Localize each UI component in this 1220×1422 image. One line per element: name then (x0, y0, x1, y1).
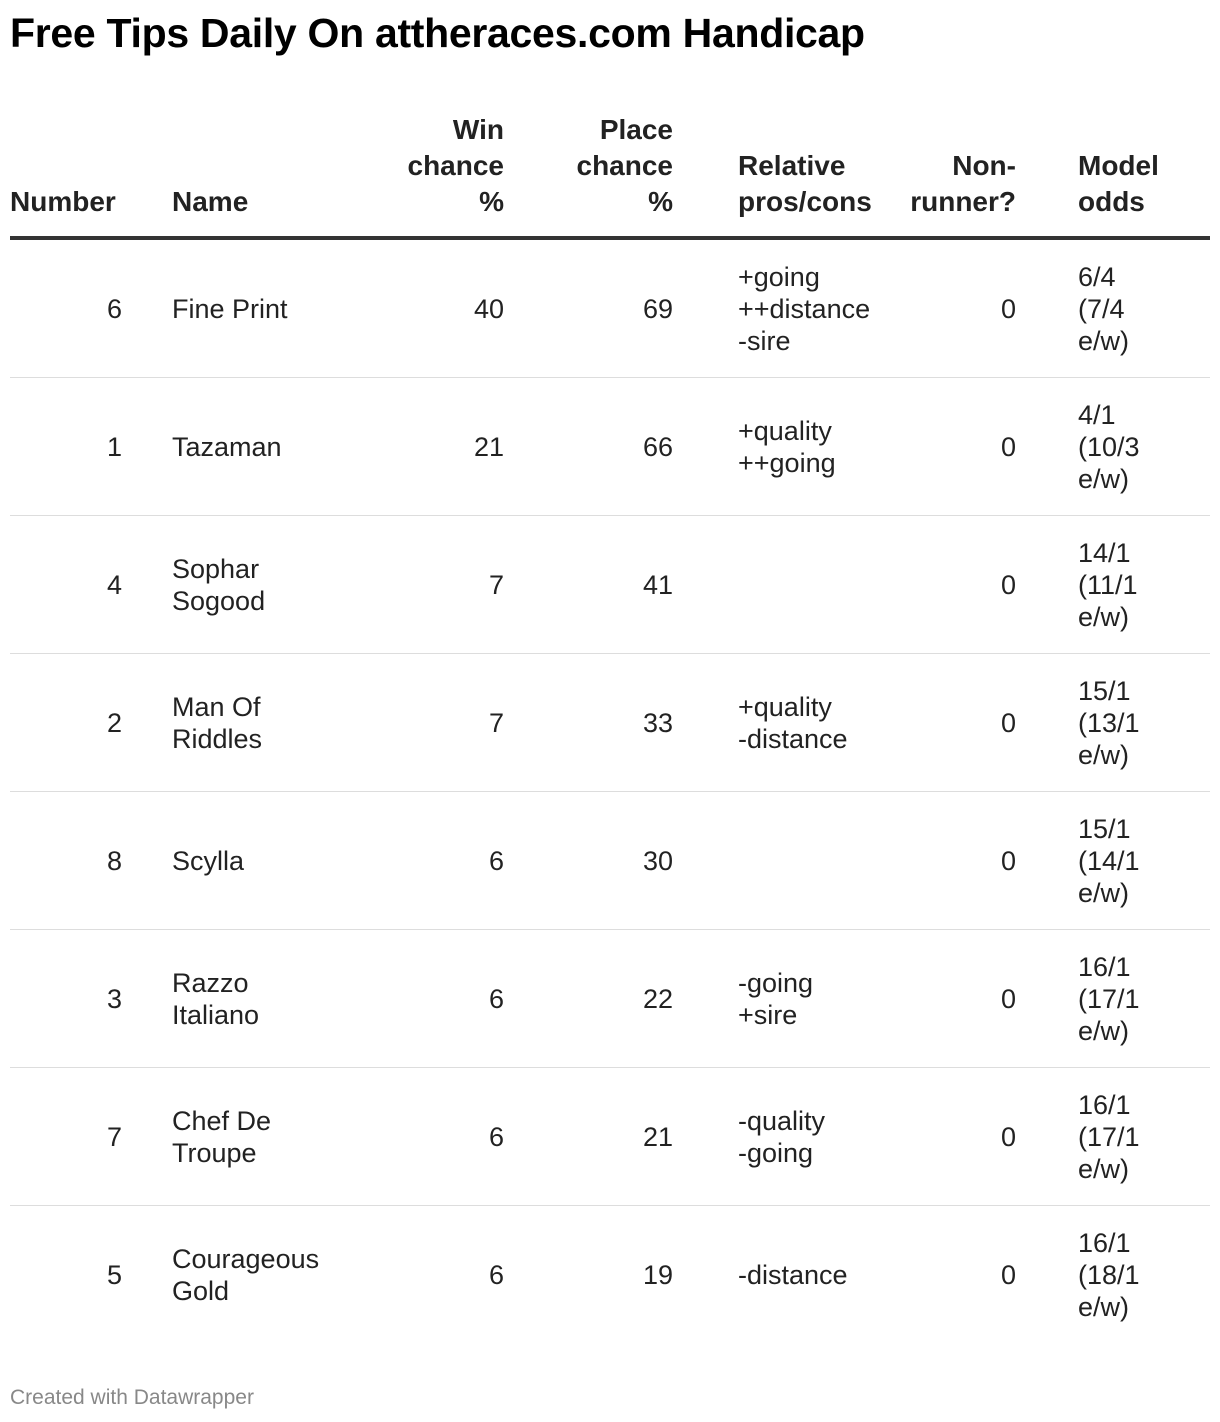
header-row (10, 112, 1210, 238)
model-odds-line: (14/1 (1078, 845, 1140, 876)
runner-number-cell: 4 (10, 516, 172, 654)
column-header-number[interactable] (10, 112, 172, 238)
runner-name-cell (172, 654, 347, 792)
model-odds-line: (17/1 (1078, 1121, 1140, 1152)
non-runner-cell: 0 (879, 654, 1038, 792)
column-header-line: Win (452, 114, 504, 145)
model-odds-line: 15/1 (1078, 813, 1131, 844)
model-odds-cell (1038, 792, 1210, 930)
column-header-line: Place (599, 114, 673, 145)
win-chance-cell: 21 (347, 378, 504, 516)
column-header-line: pros/cons (738, 186, 872, 217)
place-chance-cell: 69 (504, 238, 673, 378)
model-odds-line: e/w) (1078, 739, 1130, 770)
pros-cons-line: +quality (738, 691, 832, 722)
column-header-line: runner? (910, 186, 1016, 217)
model-odds-line: 14/1 (1078, 537, 1131, 568)
column-header-line: odds (1078, 186, 1145, 217)
runner-name-line: Fine Print (172, 293, 288, 324)
pros-cons-line: +going (738, 261, 820, 292)
non-runner-cell: 0 (879, 378, 1038, 516)
model-odds-line: 16/1 (1078, 951, 1131, 982)
runner-name-cell (172, 1206, 347, 1344)
runner-name-cell (172, 238, 347, 378)
column-header-line: % (648, 186, 673, 217)
win-chance-cell: 40 (347, 238, 504, 378)
win-chance-cell: 6 (347, 792, 504, 930)
datawrapper-credit[interactable]: Created with Datawrapper (10, 1386, 254, 1409)
runner-name-cell (172, 792, 347, 930)
table-row (10, 238, 1210, 378)
column-header-line: Relative (738, 150, 846, 181)
table-row (10, 1206, 1210, 1344)
pros-cons-line: -sire (738, 325, 791, 356)
runner-name-line: Troupe (172, 1137, 257, 1168)
table-row (10, 1068, 1210, 1206)
pros-cons-line: +quality (738, 415, 832, 446)
model-odds-line: e/w) (1078, 601, 1130, 632)
runner-number-cell: 2 (10, 654, 172, 792)
pros-cons-line: -distance (738, 1259, 848, 1290)
model-odds-line: 4/1 (1078, 399, 1116, 430)
pros-cons-line: ++going (738, 447, 836, 478)
place-chance-cell: 33 (504, 654, 673, 792)
runner-name-line: Chef De (172, 1105, 272, 1136)
win-chance-cell: 6 (347, 930, 504, 1068)
place-chance-cell: 66 (504, 378, 673, 516)
model-odds-cell (1038, 1206, 1210, 1344)
table-row (10, 792, 1210, 930)
model-odds-line: (10/3 (1078, 431, 1140, 462)
model-odds-line: (7/4 (1078, 293, 1125, 324)
non-runner-cell: 0 (879, 516, 1038, 654)
chart-title: Free Tips Daily On attheraces.com Handicap (10, 10, 865, 56)
model-odds-line: e/w) (1078, 1015, 1130, 1046)
column-header-non-runner[interactable] (879, 112, 1038, 238)
model-odds-line: 16/1 (1078, 1227, 1131, 1258)
runner-name-cell (172, 516, 347, 654)
model-odds-line: e/w) (1078, 325, 1130, 356)
model-odds-cell (1038, 654, 1210, 792)
pros-cons-line: -going (738, 967, 814, 998)
pros-cons-line: ++distance (738, 293, 871, 324)
win-chance-cell: 7 (347, 516, 504, 654)
pros-cons-cell (673, 654, 879, 792)
column-header-line: Name (172, 186, 249, 217)
pros-cons-cell (673, 238, 879, 378)
runner-name-line: Scylla (172, 845, 245, 876)
model-odds-line: (13/1 (1078, 707, 1140, 738)
runner-number-cell: 7 (10, 1068, 172, 1206)
model-odds-cell (1038, 1068, 1210, 1206)
non-runner-cell: 0 (879, 792, 1038, 930)
runner-name-line: Man Of (172, 691, 261, 722)
runner-name-line: Sogood (172, 585, 266, 616)
place-chance-cell: 22 (504, 930, 673, 1068)
runner-name-line: Riddles (172, 723, 263, 754)
runner-number-cell: 8 (10, 792, 172, 930)
runner-name-cell (172, 1068, 347, 1206)
non-runner-cell: 0 (879, 1068, 1038, 1206)
place-chance-cell: 21 (504, 1068, 673, 1206)
column-header-win-chance[interactable] (347, 112, 504, 238)
odds-table (10, 112, 1210, 1343)
runner-number-cell: 5 (106, 1259, 122, 1290)
non-runner-cell: 0 (879, 930, 1038, 1068)
table-row (10, 378, 1210, 516)
pros-cons-cell (673, 792, 879, 930)
column-header-pros-cons[interactable] (673, 112, 879, 238)
runner-name-cell (172, 378, 347, 516)
model-odds-line: 6/4 (1078, 261, 1116, 292)
pros-cons-cell (673, 1206, 879, 1344)
column-header-line: Number (10, 186, 116, 217)
column-header-model-odds[interactable] (1038, 112, 1210, 238)
place-chance-cell: 30 (504, 792, 673, 930)
column-header-line: Non- (952, 150, 1016, 181)
table-row (10, 516, 1210, 654)
model-odds-line: e/w) (1078, 1291, 1130, 1322)
pros-cons-cell (673, 930, 879, 1068)
runner-name-line: Courageous (172, 1243, 320, 1274)
column-header-line: % (479, 186, 504, 217)
runner-name-cell (172, 930, 347, 1068)
model-odds-cell (1038, 238, 1210, 378)
win-chance-cell: 7 (347, 654, 504, 792)
pros-cons-cell (673, 516, 879, 654)
table-row (10, 930, 1210, 1068)
runner-name-line: Gold (172, 1275, 230, 1306)
non-runner-cell: 0 (1000, 1259, 1016, 1290)
pros-cons-line: -quality (738, 1105, 826, 1136)
runner-name-line: Italiano (172, 999, 260, 1030)
model-odds-cell (1038, 930, 1210, 1068)
model-odds-line: (18/1 (1078, 1259, 1140, 1290)
runner-name-line: Razzo (172, 967, 249, 998)
runner-number-cell: 6 (10, 238, 172, 378)
pros-cons-line: -going (738, 1137, 814, 1168)
pros-cons-cell (673, 378, 879, 516)
runner-name-line: Tazaman (172, 431, 282, 462)
model-odds-cell (1038, 516, 1210, 654)
column-header-place-chance[interactable] (504, 112, 673, 238)
pros-cons-line: -distance (738, 723, 848, 754)
model-odds-line: 15/1 (1078, 675, 1131, 706)
model-odds-line: 16/1 (1078, 1089, 1131, 1120)
model-odds-cell (1038, 378, 1210, 516)
model-odds-line: e/w) (1078, 877, 1130, 908)
place-chance-cell: 19 (642, 1259, 673, 1290)
column-header-line: chance (576, 150, 673, 181)
table-row (10, 654, 1210, 792)
win-chance-cell: 6 (347, 1068, 504, 1206)
model-odds-line: (11/1 (1078, 569, 1138, 600)
column-header-line: Model (1078, 150, 1159, 181)
column-header-name[interactable] (172, 112, 347, 238)
column-header-line: chance (407, 150, 504, 181)
runner-number-cell: 1 (10, 378, 172, 516)
model-odds-line: (17/1 (1078, 983, 1140, 1014)
model-odds-line: e/w) (1078, 1153, 1130, 1184)
pros-cons-line: +sire (738, 999, 798, 1030)
pros-cons-cell (673, 1068, 879, 1206)
non-runner-cell: 0 (879, 238, 1038, 378)
place-chance-cell: 41 (504, 516, 673, 654)
runner-number-cell: 3 (10, 930, 172, 1068)
runner-name-line: Sophar (172, 553, 260, 584)
win-chance-cell: 6 (488, 1259, 504, 1290)
model-odds-line: e/w) (1078, 463, 1130, 494)
